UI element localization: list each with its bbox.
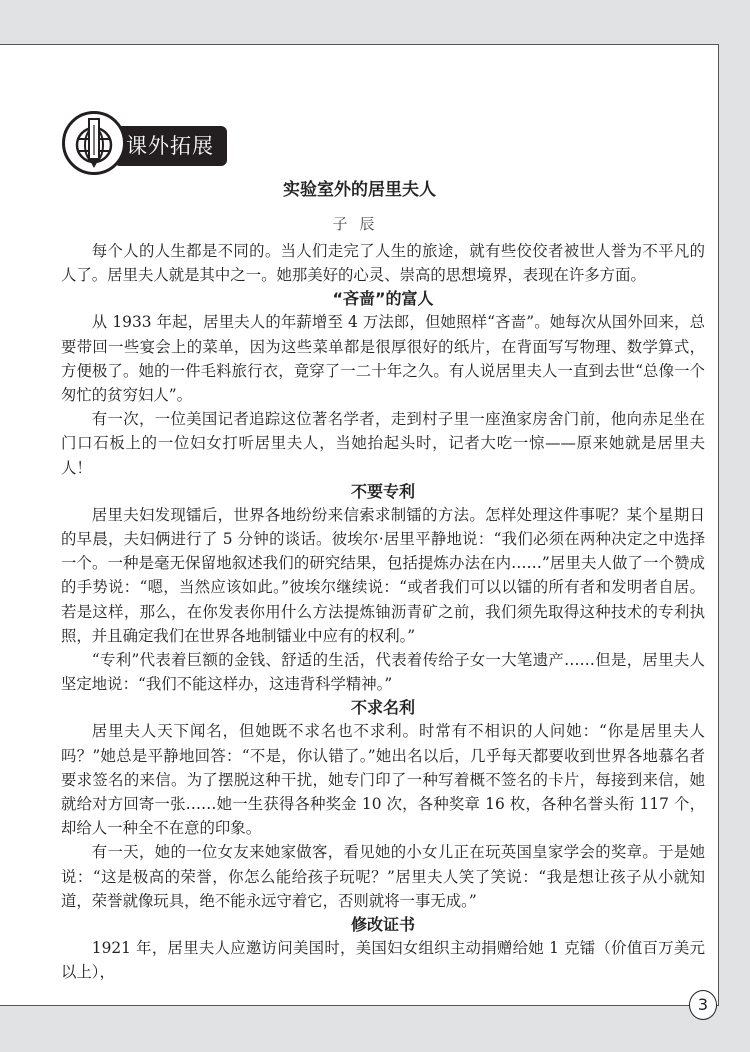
page bbox=[0, 44, 719, 1006]
section-badge bbox=[62, 111, 232, 181]
section-badge-label: 课外拓展 bbox=[114, 126, 227, 166]
paragraph: 居里夫人天下闻名，但她既不求名也不求利。时常有不相识的人问她：“你是居里夫人吗？”她总是平静地回答：“不是，你认错了。”她出名以后，几乎每天都要收到世界各地慕名者要求签名的来信。为了摆脱这种干扰，她专门印了一种写着概不签名的卡片，每接到来信，她就给对方回寄一张……她一生获得各种奖金 10 次，各种奖章 16 枚，各种名誉头衔 117 个，却给人一种全不在意的印象。 bbox=[61, 722, 705, 838]
section-heading: 不求名利 bbox=[350, 698, 415, 718]
paragraph: 有一天，她的一位女友来她家做客，看见她的小女儿正在玩英国皇家学会的奖章。于是她说：“这是极高的荣誉，你怎么能给孩子玩呢？”居里夫人笑了笑说：“我是想让孩子从小就知道，荣誉就像玩具，绝不能永远守着它，否则就将一事无成。” bbox=[61, 843, 705, 910]
section-heading: 修改证书 bbox=[350, 915, 415, 935]
article-author: 子辰 bbox=[332, 215, 387, 233]
paragraph: 从 1933 年起，居里夫人的年薪增至 4 万法郎，但她照样“吝啬”。她每次从国外回来，总要带回一些宴会上的菜单，因为这些菜单都是很厚很好的纸片，在背面写写物理、数学算式，方便极了。她的一件毛料旅行衣，竟穿了一二十年之久。有人说居里夫人一直到去世“总像一个匆忙的贫穷妇人”。 bbox=[61, 313, 705, 405]
paragraph: 每个人的人生都是不同的。当人们走完了人生的旅途，就有些佼佼者被世人誉为不平凡的人了。居里夫人就是其中之一。她那美好的心灵、崇高的思想境界，表现在许多方面。 bbox=[61, 242, 705, 285]
paragraph: 有一次，一位美国记者追踪这位著名学者，走到村子里一座渔家房舍门前，他向赤足坐在门口石板上的一位妇女打听居里夫人，当她抬起头时，记者大吃一惊——原来她就是居里夫人！ bbox=[61, 410, 705, 477]
globe-pen-icon bbox=[68, 115, 120, 171]
paragraph: “专利”代表着巨额的金钱、舒适的生活，代表着传给子女一大笔遗产……但是，居里夫人坚定地说：“我们不能这样办，这违背科学精神。” bbox=[61, 651, 705, 694]
paragraph: 居里夫妇发现镭后，世界各地纷纷来信索求制镭的方法。怎样处理这件事呢？某个星期日的早晨，夫妇俩进行了 5 分钟的谈话。彼埃尔·居里平静地说：“我们必须在两种决定之中选择一个。一种是毫无保留地叙述我们的研究结果，包括提炼办法在内……”居里夫人做了一个赞成的手势说：“嗯，当然应该如此。”彼埃尔继续说：“或者我们可以以镭的所有者和发明者自居。若是这样，那么，在你发表你用什么方法提炼铀沥青矿之前，我们须先取得这种技术的专利执照，并且确定我们在世界各地制镭业中应有的权利。” bbox=[61, 505, 705, 645]
article-title: 实验室外的居里夫人 bbox=[283, 180, 436, 200]
page-number: 3 bbox=[689, 990, 717, 1020]
paragraph: 1921 年，居里夫人应邀访问美国时，美国妇女组织主动捐赠给她 1 克镭（价值百万美元以上）， bbox=[61, 939, 705, 982]
article-body bbox=[61, 239, 705, 984]
section-heading: 不要专利 bbox=[350, 481, 415, 501]
section-heading: “吝啬”的富人 bbox=[332, 289, 434, 309]
